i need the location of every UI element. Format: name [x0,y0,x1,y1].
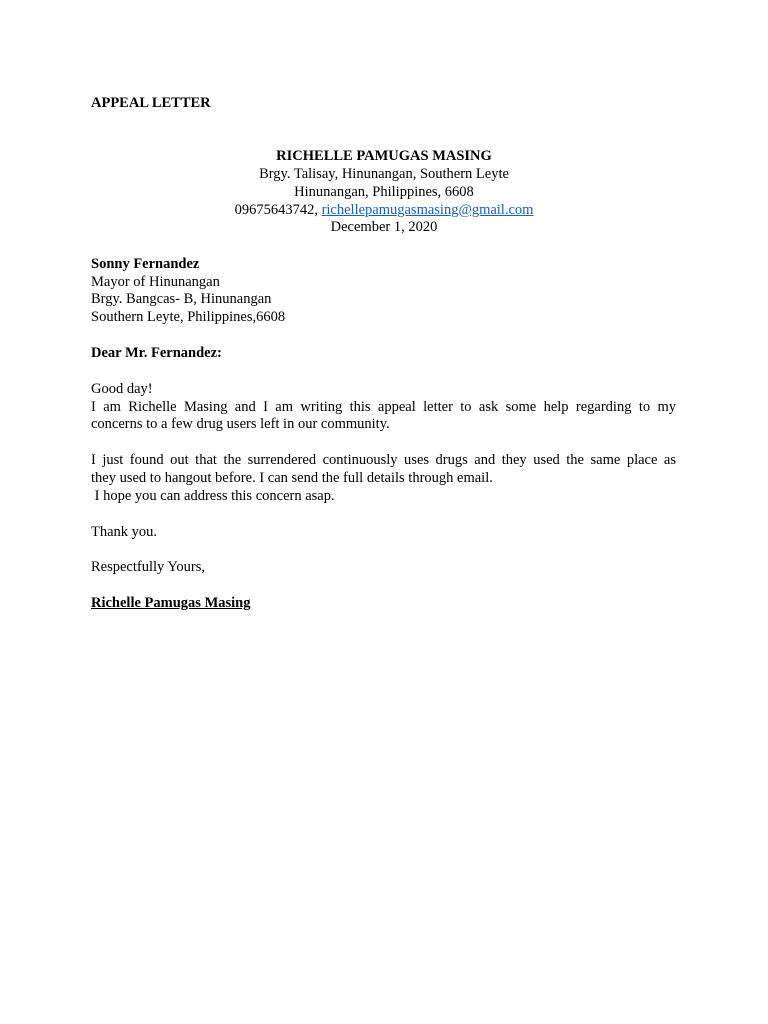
recipient-address-line2: Southern Leyte, Philippines,6608 [91,309,286,325]
recipient-title: Mayor of Hinunangan [91,274,220,290]
letter-date: December 1, 2020 [330,219,438,235]
signature-name: Richelle Pamugas Masing [91,595,251,611]
body-paragraph1-line2: concerns to a few drug users left in our community. [91,416,390,432]
closing-line: Respectfully Yours, [91,559,205,575]
document-heading: APPEAL LETTER [91,95,211,111]
body-paragraph2-line3: I hope you can address this concern asap. [91,488,335,504]
sender-contact [0,201,768,219]
recipient-address-line1: Brgy. Bangcas- B, Hinunangan [91,291,272,307]
sender-address-line2: Hinunangan, Philippines, 6608 [294,184,474,200]
body-greeting: Good day! [91,381,153,397]
sender-email-link[interactable]: richellepamugasmasing@gmail.com [321,202,534,218]
sender-name: RICHELLE PAMUGAS MASING [276,148,492,164]
recipient-name: Sonny Fernandez [91,256,200,272]
thanks-line: Thank you. [91,524,158,540]
body-paragraph1-line1: I am Richelle Masing and I am writing this appeal letter to ask some help regarding to my [91,399,676,415]
sender-phone: 09675643742, [234,202,322,218]
sender-address-line1: Brgy. Talisay, Hinunangan, Southern Leyte [259,166,509,182]
salutation: Dear Mr. Fernandez: [91,345,222,361]
body-paragraph2-line1: I just found out that the surrendered continuously uses drugs and they used the same place as [91,452,676,468]
body-paragraph2-line2: they used to hangout before. I can send the full details through email. [91,470,493,486]
